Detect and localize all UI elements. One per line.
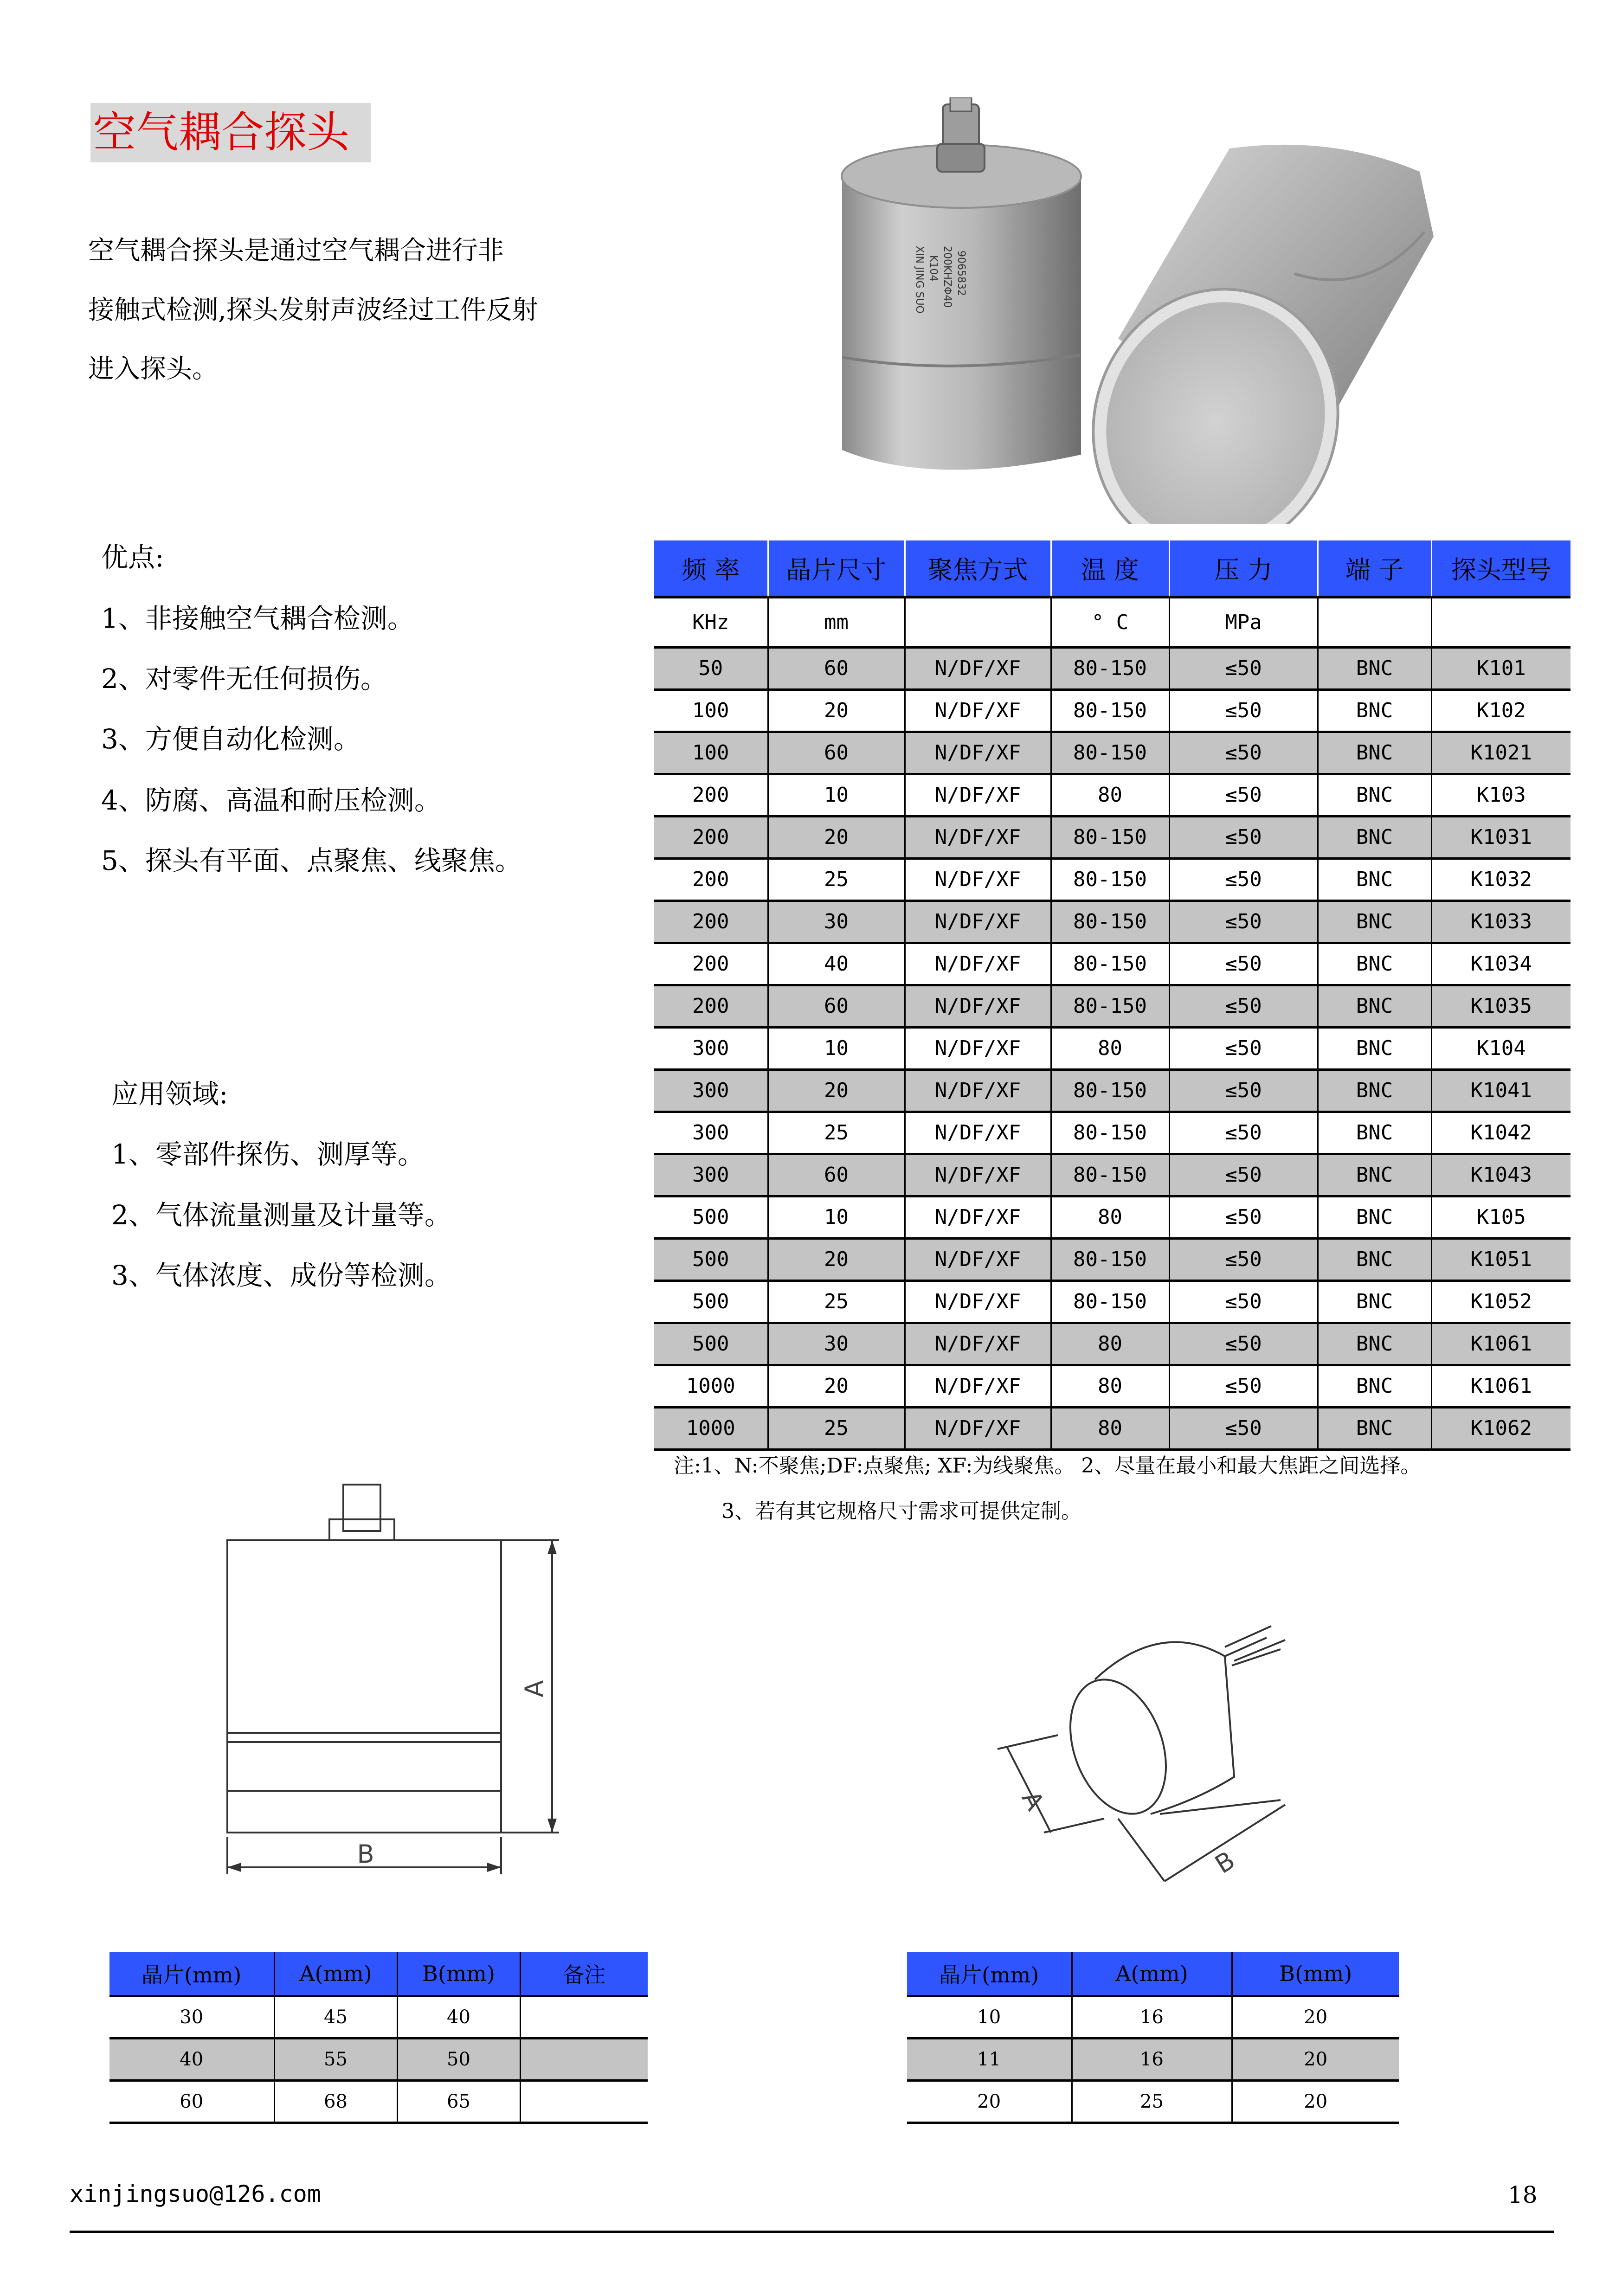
- footer-divider: [70, 2231, 1554, 2233]
- cell: 80-150: [1051, 985, 1169, 1027]
- dim-table-2-header: [907, 1952, 1399, 1996]
- cell: ≤50: [1169, 1112, 1318, 1154]
- header-frequency: 频 率: [654, 540, 768, 597]
- table-row: [654, 1154, 1571, 1196]
- unit-cell: KHz: [654, 597, 768, 647]
- cell: K1052: [1431, 1280, 1571, 1323]
- cell: 25: [768, 1280, 905, 1323]
- cell: BNC: [1318, 689, 1431, 732]
- spec-header-row: [654, 540, 1571, 597]
- cell: 80: [1051, 1407, 1169, 1449]
- unit-cell: [1318, 597, 1431, 647]
- header-crystal: 晶片(mm): [109, 1952, 274, 1996]
- dimension-drawing-1: [218, 1475, 580, 1893]
- dimension-drawing-2: [965, 1601, 1355, 1888]
- cell: 20: [768, 816, 905, 858]
- cell: N/DF/XF: [905, 1069, 1051, 1112]
- cell: 25: [768, 1112, 905, 1154]
- cell: 40: [397, 1996, 520, 2038]
- cell: ≤50: [1169, 774, 1318, 816]
- note-line-1: 注:1、N:不聚焦;DF:点聚焦; XF:为线聚焦。 2、尽量在最小和最大焦距之间选择。: [674, 1454, 1421, 1478]
- cell: BNC: [1318, 1407, 1431, 1449]
- table-row: [109, 2038, 648, 2080]
- cell: BNC: [1318, 1154, 1431, 1196]
- cell: 30: [109, 1996, 274, 2038]
- table-row: [654, 858, 1571, 900]
- cell: 100: [654, 689, 768, 732]
- table-row: [907, 2038, 1399, 2080]
- cell: 45: [274, 1996, 397, 2038]
- header-temperature: 温 度: [1051, 540, 1169, 597]
- cell: [520, 2080, 648, 2122]
- cell: 500: [654, 1238, 768, 1280]
- cell: BNC: [1318, 732, 1431, 774]
- application-item: 1、零部件探伤、测厚等。: [111, 1138, 425, 1170]
- cell: ≤50: [1169, 943, 1318, 985]
- table-row: [654, 732, 1571, 774]
- unit-cell: MPa: [1169, 597, 1318, 647]
- cell: 10: [768, 774, 905, 816]
- cell: 80-150: [1051, 858, 1169, 900]
- cell: N/DF/XF: [905, 816, 1051, 858]
- cell: 40: [768, 943, 905, 985]
- cell: BNC: [1318, 1196, 1431, 1238]
- unit-cell: [1431, 597, 1571, 647]
- table-row: [654, 1323, 1571, 1365]
- cell: 80-150: [1051, 943, 1169, 985]
- cell: 200: [654, 774, 768, 816]
- cell: ≤50: [1169, 1027, 1318, 1069]
- table-row: [654, 1196, 1571, 1238]
- applications-heading: 应用领域:: [111, 1078, 228, 1110]
- cell: N/DF/XF: [905, 647, 1051, 689]
- cell: 500: [654, 1323, 768, 1365]
- cell: K1061: [1431, 1323, 1571, 1365]
- cell: K1043: [1431, 1154, 1571, 1196]
- cell: BNC: [1318, 1069, 1431, 1112]
- cell: N/DF/XF: [905, 985, 1051, 1027]
- cell: BNC: [1318, 647, 1431, 689]
- units-row: [654, 597, 1571, 647]
- cell: ≤50: [1169, 816, 1318, 858]
- cell: 200: [654, 900, 768, 943]
- intro-line-3: 进入探头。: [88, 354, 218, 384]
- cell: 10: [768, 1196, 905, 1238]
- cell: 20: [907, 2080, 1072, 2122]
- table-row: [907, 1996, 1399, 2038]
- table-row: [109, 2080, 648, 2122]
- advantage-item: 2、对零件无任何损伤。: [101, 663, 387, 695]
- cell: 20: [768, 1238, 905, 1280]
- header-b: B(mm): [1232, 1952, 1399, 1996]
- cell: ≤50: [1169, 1365, 1318, 1407]
- cell: 60: [109, 2080, 274, 2122]
- label-b: B: [357, 1839, 374, 1869]
- cell: N/DF/XF: [905, 1323, 1051, 1365]
- cell: ≤50: [1169, 647, 1318, 689]
- table-row: [654, 774, 1571, 816]
- cell: 80-150: [1051, 900, 1169, 943]
- cell: N/DF/XF: [905, 689, 1051, 732]
- cell: K105: [1431, 1196, 1571, 1238]
- cell: K1031: [1431, 816, 1571, 858]
- cell: 300: [654, 1154, 768, 1196]
- cell: BNC: [1318, 1365, 1431, 1407]
- cell: K104: [1431, 1027, 1571, 1069]
- advantage-item: 4、防腐、高温和耐压检测。: [101, 785, 441, 816]
- cell: 25: [1072, 2080, 1232, 2122]
- advantage-item: 1、非接触空气耦合检测。: [101, 603, 414, 634]
- cell: K103: [1431, 774, 1571, 816]
- cell: 500: [654, 1196, 768, 1238]
- cell: 300: [654, 1069, 768, 1112]
- cell: ≤50: [1169, 689, 1318, 732]
- cell: 80-150: [1051, 1154, 1169, 1196]
- unit-cell: mm: [768, 597, 905, 647]
- intro-line-2: 接触式检测,探头发射声波经过工件反射: [88, 295, 538, 325]
- cell: ≤50: [1169, 1196, 1318, 1238]
- cell: 20: [768, 1069, 905, 1112]
- cell: N/DF/XF: [905, 943, 1051, 985]
- marking-line: 200KHZΦ40: [941, 246, 953, 308]
- header-crystal: 晶片(mm): [907, 1952, 1072, 1996]
- cell: K1061: [1431, 1365, 1571, 1407]
- cell: BNC: [1318, 774, 1431, 816]
- cell: 200: [654, 858, 768, 900]
- marking-line: K104: [927, 255, 939, 282]
- table-row: [654, 1027, 1571, 1069]
- cell: K1062: [1431, 1407, 1571, 1449]
- cell: 60: [768, 647, 905, 689]
- header-model: 探头型号: [1431, 540, 1571, 597]
- table-row: [654, 1238, 1571, 1280]
- cell: 80-150: [1051, 1238, 1169, 1280]
- cell: 100: [654, 732, 768, 774]
- cell: N/DF/XF: [905, 1407, 1051, 1449]
- intro-line-1: 空气耦合探头是通过空气耦合进行非: [88, 236, 504, 266]
- cell: N/DF/XF: [905, 1238, 1051, 1280]
- table-row: [654, 1407, 1571, 1449]
- table-row: [654, 816, 1571, 858]
- table-row: [654, 647, 1571, 689]
- cell: K101: [1431, 647, 1571, 689]
- table-row: [907, 2080, 1399, 2122]
- cell: [520, 2038, 648, 2080]
- cell: 80-150: [1051, 816, 1169, 858]
- cell: N/DF/XF: [905, 774, 1051, 816]
- cell: 50: [654, 647, 768, 689]
- application-item: 3、气体浓度、成份等检测。: [111, 1260, 451, 1291]
- label-b: B: [1210, 1845, 1240, 1879]
- cell: 20: [1232, 1996, 1399, 2038]
- header-b: B(mm): [397, 1952, 520, 1996]
- cell: BNC: [1318, 900, 1431, 943]
- cell: N/DF/XF: [905, 1027, 1051, 1069]
- cell: K102: [1431, 689, 1571, 732]
- application-item: 2、气体流量测量及计量等。: [111, 1199, 451, 1231]
- cell: 80: [1051, 1196, 1169, 1238]
- cell: 80: [1051, 774, 1169, 816]
- unit-cell: [905, 597, 1051, 647]
- cell: 80-150: [1051, 689, 1169, 732]
- cell: 20: [1232, 2038, 1399, 2080]
- cell: ≤50: [1169, 1407, 1318, 1449]
- cell: ≤50: [1169, 1238, 1318, 1280]
- table-row: [654, 1280, 1571, 1323]
- cell: BNC: [1318, 1323, 1431, 1365]
- cell: 80: [1051, 1027, 1169, 1069]
- advantage-item: 3、方便自动化检测。: [101, 723, 360, 755]
- table-row: [654, 900, 1571, 943]
- cell: K1021: [1431, 732, 1571, 774]
- dim-table-1-header: [109, 1952, 648, 1996]
- cell: N/DF/XF: [905, 1112, 1051, 1154]
- cell: BNC: [1318, 1238, 1431, 1280]
- cell: N/DF/XF: [905, 1280, 1051, 1323]
- table-row: [654, 689, 1571, 732]
- header-pressure: 压 力: [1169, 540, 1318, 597]
- table-row: [654, 1112, 1571, 1154]
- cell: ≤50: [1169, 1154, 1318, 1196]
- cell: ≤50: [1169, 858, 1318, 900]
- cell: 1000: [654, 1365, 768, 1407]
- marking-line: 9065832: [955, 251, 967, 296]
- cell: 20: [1232, 2080, 1399, 2122]
- advantage-item: 5、探头有平面、点聚焦、线聚焦。: [101, 845, 522, 876]
- cell: K1032: [1431, 858, 1571, 900]
- cell: BNC: [1318, 1112, 1431, 1154]
- marking-line: XIN JING SUO: [914, 246, 925, 314]
- cell: 65: [397, 2080, 520, 2122]
- page-number: 18: [1508, 2181, 1538, 2208]
- cell: 80-150: [1051, 1112, 1169, 1154]
- cell: 16: [1072, 2038, 1232, 2080]
- cell: ≤50: [1169, 1069, 1318, 1112]
- table-row: [654, 985, 1571, 1027]
- label-a: A: [520, 1680, 549, 1698]
- cell: 80: [1051, 1323, 1169, 1365]
- cell: BNC: [1318, 858, 1431, 900]
- cell: ≤50: [1169, 1323, 1318, 1365]
- cell: 30: [768, 900, 905, 943]
- cell: 80: [1051, 1365, 1169, 1407]
- cell: 25: [768, 1407, 905, 1449]
- cell: 11: [907, 2038, 1072, 2080]
- cell: 80-150: [1051, 1069, 1169, 1112]
- header-remark: 备注: [520, 1952, 648, 1996]
- dimension-table-2: [907, 1952, 1399, 2124]
- cell: 300: [654, 1112, 768, 1154]
- cell: 60: [768, 985, 905, 1027]
- cell: BNC: [1318, 816, 1431, 858]
- cell: N/DF/XF: [905, 900, 1051, 943]
- cell: 80-150: [1051, 647, 1169, 689]
- cell: K1035: [1431, 985, 1571, 1027]
- cell: 68: [274, 2080, 397, 2122]
- cell: 50: [397, 2038, 520, 2080]
- cell: 200: [654, 943, 768, 985]
- dimension-table-1: [109, 1952, 648, 2124]
- footer-email[interactable]: xinjingsuo@126.com: [70, 2180, 321, 2207]
- label-a: A: [1016, 1786, 1050, 1815]
- cell: ≤50: [1169, 900, 1318, 943]
- cell: BNC: [1318, 1027, 1431, 1069]
- unit-cell: ° C: [1051, 597, 1169, 647]
- cell: 55: [274, 2038, 397, 2080]
- header-a: A(mm): [1072, 1952, 1232, 1996]
- cell: BNC: [1318, 985, 1431, 1027]
- cell: N/DF/XF: [905, 732, 1051, 774]
- cell: ≤50: [1169, 1280, 1318, 1323]
- cell: 10: [907, 1996, 1072, 2038]
- table-row: [654, 1069, 1571, 1112]
- cell: N/DF/XF: [905, 1365, 1051, 1407]
- cell: K1041: [1431, 1069, 1571, 1112]
- cell: N/DF/XF: [905, 858, 1051, 900]
- cell: 80-150: [1051, 1280, 1169, 1323]
- cell: ≤50: [1169, 985, 1318, 1027]
- table-row: [109, 1996, 648, 2038]
- advantages-heading: 优点:: [101, 541, 164, 573]
- cell: [520, 1996, 648, 2038]
- cell: 30: [768, 1323, 905, 1365]
- cell: K1033: [1431, 900, 1571, 943]
- table-row: [654, 1365, 1571, 1407]
- cell: 60: [768, 732, 905, 774]
- cell: K1042: [1431, 1112, 1571, 1154]
- cell: N/DF/XF: [905, 1154, 1051, 1196]
- cell: 25: [768, 858, 905, 900]
- cell: ≤50: [1169, 732, 1318, 774]
- cell: K1034: [1431, 943, 1571, 985]
- cell: 16: [1072, 1996, 1232, 2038]
- product-photo: [821, 97, 1526, 524]
- cell: 20: [768, 689, 905, 732]
- header-terminal: 端 子: [1318, 540, 1431, 597]
- spec-table: [654, 540, 1571, 1451]
- cell: 1000: [654, 1407, 768, 1449]
- header-a: A(mm): [274, 1952, 397, 1996]
- cell: 300: [654, 1027, 768, 1069]
- cell: 80-150: [1051, 732, 1169, 774]
- cell: BNC: [1318, 943, 1431, 985]
- cell: N/DF/XF: [905, 1196, 1051, 1238]
- cell: 200: [654, 816, 768, 858]
- cell: 200: [654, 985, 768, 1027]
- cell: 40: [109, 2038, 274, 2080]
- header-crystal-size: 晶片尺寸: [768, 540, 905, 597]
- page-title: 空气耦合探头: [90, 103, 371, 162]
- header-focus: 聚焦方式: [905, 540, 1051, 597]
- note-line-2: 3、若有其它规格尺寸需求可提供定制。: [721, 1499, 1081, 1523]
- cell: 10: [768, 1027, 905, 1069]
- cell: K1051: [1431, 1238, 1571, 1280]
- cell: BNC: [1318, 1280, 1431, 1323]
- cell: 20: [768, 1365, 905, 1407]
- table-row: [654, 943, 1571, 985]
- cell: 500: [654, 1280, 768, 1323]
- cell: 60: [768, 1154, 905, 1196]
